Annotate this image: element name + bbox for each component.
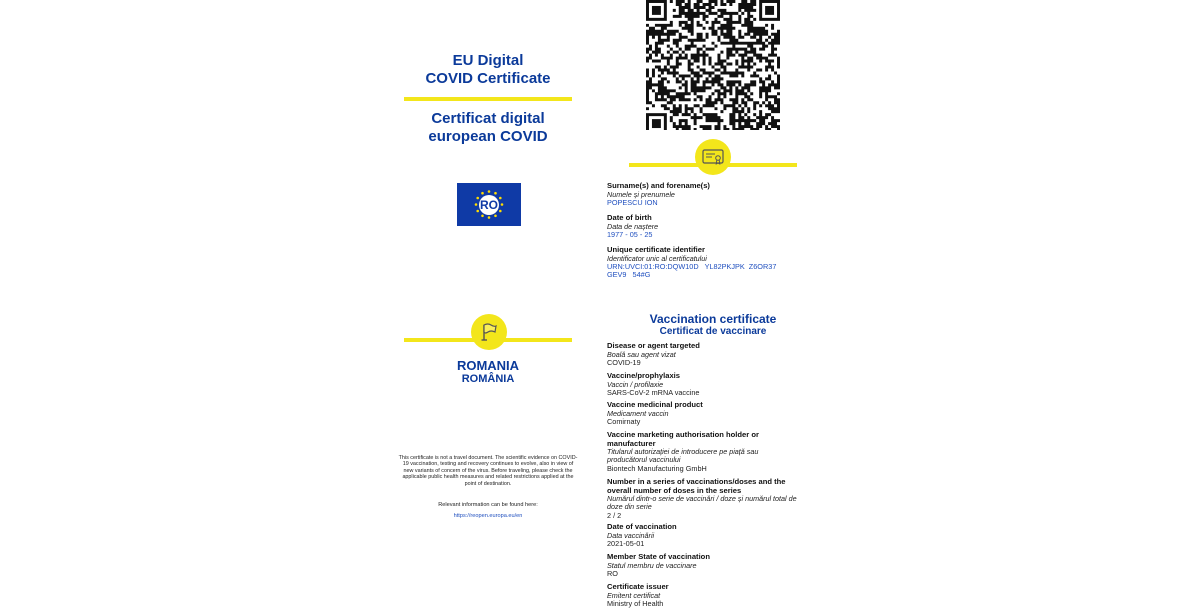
vaccination-title-ro: Certificat de vaccinare <box>659 326 767 337</box>
field-value: COVID-19 <box>607 357 641 367</box>
field-label-ro: Boală sau agent vizat <box>607 349 676 359</box>
field-label-ro: Data vaccinării <box>607 530 655 540</box>
field-value: 2 / 2 <box>607 510 622 520</box>
field-label-ro: Numărul dintr-o serie de vaccinări / doze și numărul total de doze din serie <box>607 494 797 512</box>
field-label: Vaccine/prophylaxis <box>607 371 681 380</box>
title-ro-line1: Certificat digital <box>431 110 545 127</box>
flag-icon <box>478 321 500 343</box>
field-label-ro: Data de naștere <box>607 221 659 231</box>
field-label: Vaccine medicinal product <box>607 400 703 409</box>
field-value: Comirnaty <box>607 416 641 426</box>
qr-finder <box>765 6 774 15</box>
qr-finder <box>652 6 661 15</box>
title-ro-line2: european COVID <box>428 128 548 145</box>
field-value: POPESCU ION <box>607 197 658 207</box>
field-value: 1977 - 05 - 25 <box>607 229 653 239</box>
country-name-ro: ROMÂNIA <box>461 373 515 385</box>
flag-badge <box>471 314 507 350</box>
field-label: Member State of vaccination <box>607 552 710 561</box>
certificate-icon <box>701 147 725 167</box>
qr-finder <box>652 119 661 128</box>
field-value: GEV9 54#G <box>607 270 651 280</box>
field-label: Unique certificate identifier <box>607 245 705 254</box>
field-value: URN:UVCI:01:RO:DQW10D YL82PKJPK Z6OR37 <box>607 261 777 271</box>
field-value: Ministry of Health <box>607 598 664 608</box>
vaccination-field <box>607 431 797 473</box>
info-label: Relevant information can be found here: <box>438 502 538 508</box>
vaccination-field <box>607 401 807 426</box>
vaccination-field <box>607 583 807 608</box>
country-code: RO <box>479 195 499 215</box>
field-label: Vaccine marketing authorisation holder or manufacturer <box>607 430 759 448</box>
field-label-ro: Identificator unic al certificatului <box>607 253 707 263</box>
vaccination-field <box>607 523 807 548</box>
certificate-badge <box>695 139 731 175</box>
qr-code <box>646 0 780 130</box>
title-divider <box>404 97 572 101</box>
field-value: RO <box>607 568 618 578</box>
holder-name <box>607 182 807 207</box>
info-link[interactable]: https://reopen.europa.eu/en <box>453 513 523 519</box>
title-en-line1: EU Digital <box>452 52 524 69</box>
vaccination-field <box>607 478 797 520</box>
vaccination-field <box>607 372 807 397</box>
travel-disclaimer: This certificate is not a travel document. The scientific evidence on COVID-19 vaccination, testing and recovery continues to evolve, also in view of new variants of concern of the virus. Before traveling, please check the applicable public health measures and related restrictions applied at the point of destination. <box>398 455 578 487</box>
vaccination-field <box>607 553 807 578</box>
title-en <box>400 52 576 88</box>
field-value: SARS-CoV-2 mRNA vaccine <box>607 387 700 397</box>
field-value: Biontech Manufacturing GmbH <box>607 463 707 473</box>
holder-uci <box>607 246 807 280</box>
field-label-ro: Emitent certificat <box>607 590 661 600</box>
vaccination-field <box>607 342 807 367</box>
eu-flag <box>457 183 521 226</box>
field-label: Disease or agent targeted <box>607 341 700 350</box>
vaccination-title: Vaccination certificate <box>649 312 777 326</box>
field-value: 2021-05-01 <box>607 538 645 548</box>
field-label-ro: Statul membru de vaccinare <box>607 560 697 570</box>
field-label: Surname(s) and forename(s) <box>607 181 710 190</box>
field-label: Number in a series of vaccinations/doses and the overall number of doses in the series <box>607 477 786 495</box>
field-label-ro: Numele și prenumele <box>607 189 675 199</box>
field-label: Certificate issuer <box>607 582 669 591</box>
field-label-ro: Medicament vaccin <box>607 408 669 418</box>
field-label-ro: Vaccin / profilaxie <box>607 379 664 389</box>
holder-dob <box>607 214 807 239</box>
title-ro <box>400 110 576 146</box>
title-en-line2: COVID Certificate <box>425 70 551 87</box>
field-label-ro: Titularul autorizației de introducere pe piață sau producătorul vaccinului <box>607 447 759 465</box>
country-name-en: ROMANIA <box>456 358 520 373</box>
field-label: Date of vaccination <box>607 522 677 531</box>
field-label: Date of birth <box>607 213 652 222</box>
